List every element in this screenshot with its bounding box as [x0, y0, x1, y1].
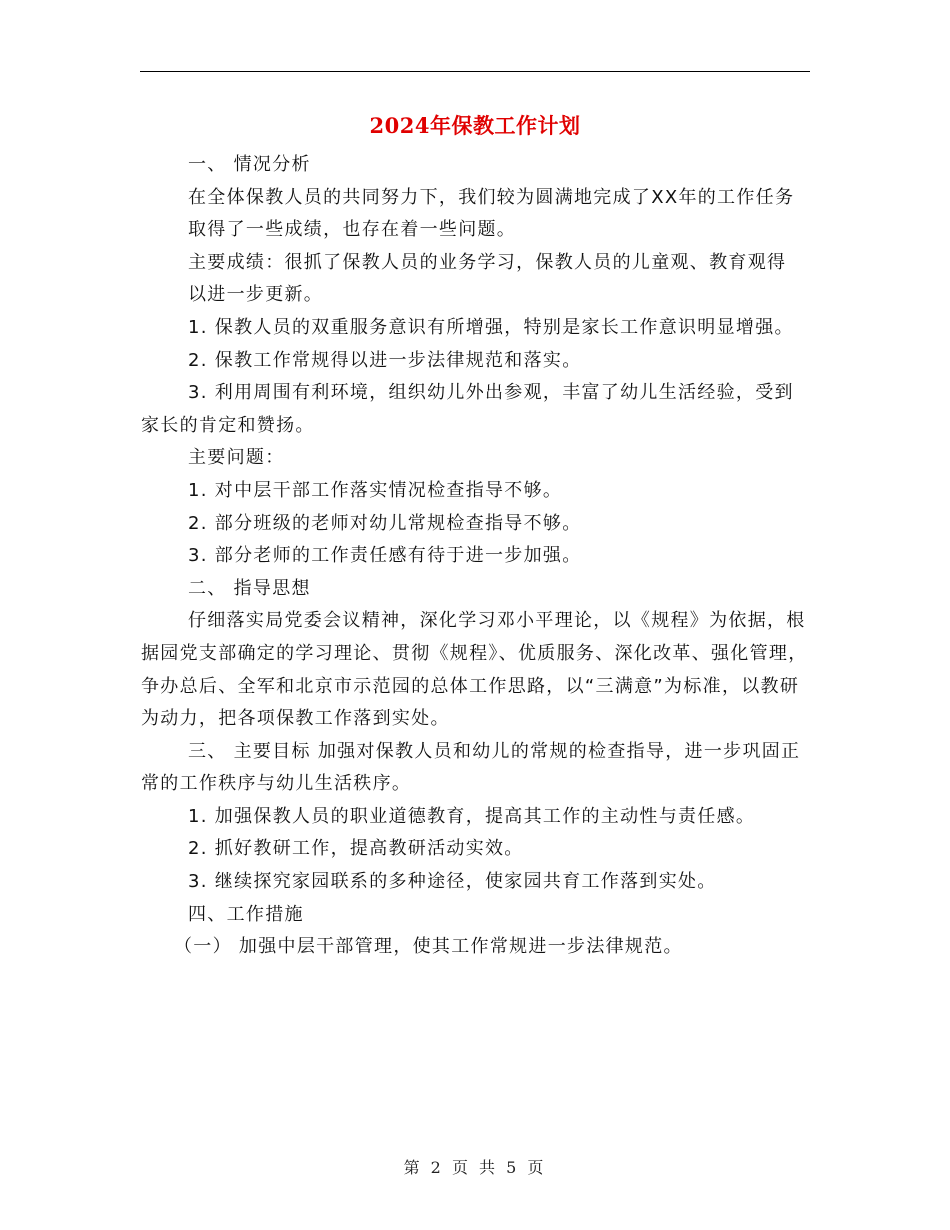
list-item: 1. 保教人员的双重服务意识有所增强，特别是家长工作意识明显增强。 — [188, 316, 794, 338]
section-heading: 三、 主要目标 加强对保教人员和幼儿的常规的检查指导，进一步巩固正常的工作秩序与幼儿生活秩序。 — [141, 740, 801, 795]
list-item: 2. 部分班级的老师对幼儿常规检查指导不够。 — [188, 512, 582, 534]
list-item: 1. 对中层干部工作落实情况检查指导不够。 — [188, 479, 563, 501]
document-title: 2024年保教工作计划 — [369, 113, 581, 138]
list-item: 3. 部分老师的工作责任感有待于进一步加强。 — [188, 545, 582, 567]
list-item: 1. 加强保教人员的职业道德教育，提高其工作的主动性与责任感。 — [188, 805, 756, 827]
section-heading: 二、 指导思想 — [188, 577, 311, 599]
paragraph: 仔细落实局党委会议精神，深化学习邓小平理论，以《规程》为依据，根据园党支部确定的学习理论、贯彻《规程》、优质服务、深化改革、强化管理，争办总后、全军和北京市示范园的总体工作思路，以“三满意”为标准，以教研为动力，把各项保教工作落到实处。 — [141, 610, 808, 730]
list-item: 3. 继续探究家园联系的多种途径，使家园共育工作落到实处。 — [188, 871, 717, 893]
page-footer: 第 2 页 共 5 页 — [403, 1158, 547, 1177]
sub-heading: （一） 加强中层干部管理，使其工作常规进一步法律规范。 — [174, 936, 683, 958]
list-item: 3. 利用周围有利环境，组织幼儿外出参观，丰富了幼儿生活经验，受到家长的肯定和赞扬。 — [141, 382, 794, 436]
paragraph: 主要问题： — [188, 447, 285, 469]
document-body — [141, 149, 811, 964]
section-heading: 一、 情况分析 — [188, 154, 311, 175]
section-heading: 四、工作措施 — [188, 903, 304, 925]
paragraph: 以进一步更新。 — [188, 284, 324, 306]
header-rule — [140, 71, 810, 72]
paragraph: 在全体保教人员的共同努力下，我们较为圆满地完成了XX年的工作任务 — [188, 186, 795, 208]
paragraph: 主要成绩：很抓了保教人员的业务学习，保教人员的儿童观、教育观得 — [188, 251, 787, 273]
list-item: 2. 抓好教研工作，提高教研活动实效。 — [188, 838, 524, 860]
list-item: 2. 保教工作常规得以进一步法律规范和落实。 — [188, 349, 582, 371]
paragraph: 取得了一些成绩，也存在着一些问题。 — [188, 219, 517, 241]
